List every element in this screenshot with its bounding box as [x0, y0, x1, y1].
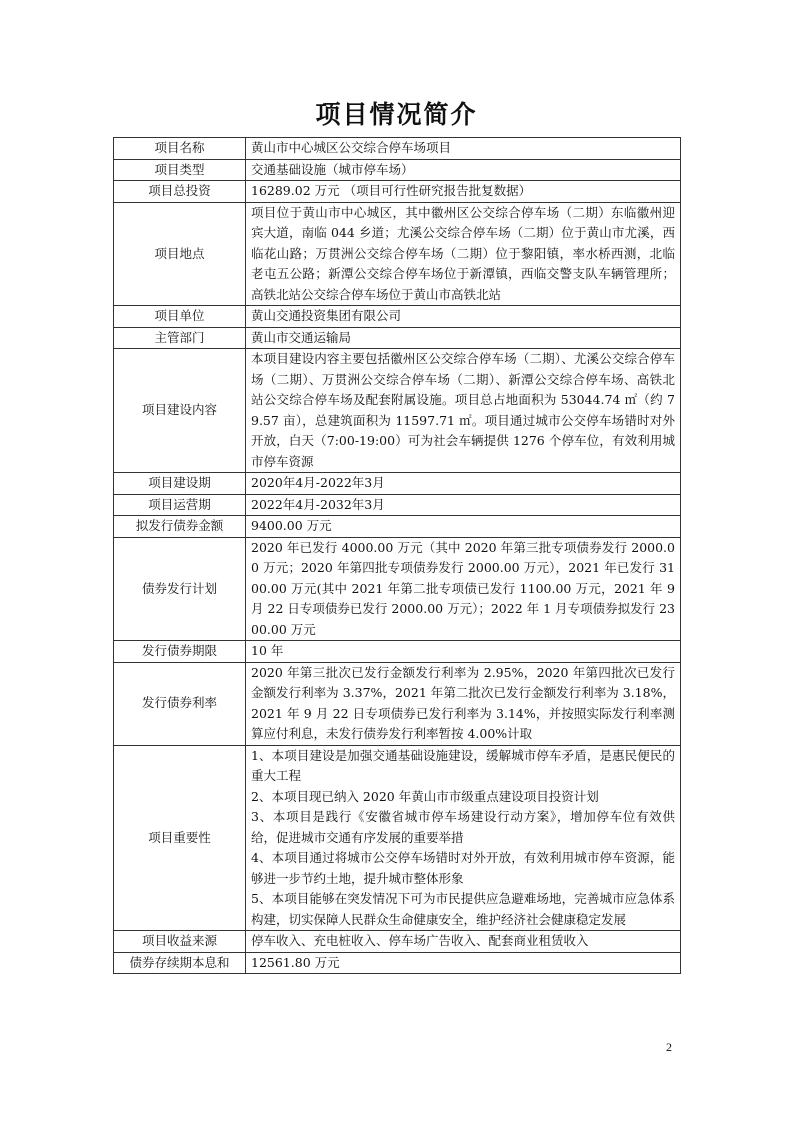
row-value — [246, 473, 681, 495]
table-row — [114, 662, 681, 745]
value-paragraph: 10 年 — [251, 643, 284, 658]
value-paragraph: 16289.02 万元 （项目可行性研究报告批复数据） — [251, 183, 532, 198]
row-value — [246, 306, 681, 328]
table-row — [114, 641, 681, 663]
table-row — [114, 952, 681, 974]
row-value — [246, 516, 681, 538]
table-row — [114, 931, 681, 953]
row-value — [246, 202, 681, 306]
project-info-table — [113, 137, 681, 974]
row-value — [246, 745, 681, 931]
page-title: 项目情况简介 — [315, 100, 478, 129]
table-row — [114, 473, 681, 495]
value-paragraph: 项目位于黄山市中心城区，其中徽州区公交综合停车场（二期）东临徽州迎宾大道，南临 044 乡道；尤溪公交综合停车场（二期）位于黄山市尤溪，西临花山路；万贯洲公交综合停车场（二期）位于黎阳镇，率水桥西测，北临老屯五公路；新潭公交综合停车场位于新潭镇，西临交警支队车辆管理所；高铁北站公交综合停车场位于黄山市高铁北站 — [251, 204, 675, 302]
row-value — [246, 641, 681, 663]
row-label: 发行债券利率 — [114, 662, 246, 745]
value-paragraph: 2、本项目现已纳入 2020 年黄山市市级重点建设项目投资计划 — [251, 788, 599, 804]
value-paragraph: 12561.80 万元 — [251, 954, 340, 970]
value-paragraph: 4、本项目通过将城市公交停车场错时对外开放，有效利用城市停车资源，能够进一步节约土地，提升城市整体形象 — [251, 850, 675, 886]
value-paragraph: 5、本项目能够在突发情况下可为市民提供应急避难场地，完善城市应急体系构建，切实保障人民群众生命健康安全，维护经济社会健康稳定发展 — [251, 891, 675, 927]
row-label: 拟发行债券金额 — [114, 516, 246, 538]
table-row — [114, 494, 681, 516]
row-value — [246, 138, 681, 160]
value-paragraph: 1、本项目建设是加强交通基础设施建设，缓解城市停车矛盾，是惠民便民的重大工程 — [251, 747, 675, 783]
table-row — [114, 537, 681, 641]
value-paragraph: 2022年4月-2032年3月 — [251, 496, 385, 512]
row-label: 主管部门 — [114, 327, 246, 349]
table-row — [114, 202, 681, 306]
value-paragraph: 2020 年已发行 4000.00 万元（其中 2020 年第三批专项债券发行 2000.00 万元；2020 年第四批专项债券发行 2000.00 万元），2021 年已发行 3100.00 万元(其中 2021 年第二批专项债已发行 1100.00 万元，2021 年 9 月 22 日专项债券已发行 2000.00 万元）；2022 年 1 月专项债券拟发行 2300.00 万元 — [251, 539, 675, 637]
row-label: 债券存续期本息和 — [114, 952, 246, 974]
row-label: 项目名称 — [114, 138, 246, 160]
row-value — [246, 662, 681, 745]
table-row — [114, 516, 681, 538]
table-row — [114, 306, 681, 328]
row-value — [246, 494, 681, 516]
row-label: 项目单位 — [114, 306, 246, 328]
table-row — [114, 349, 681, 473]
value-paragraph: 2020年4月-2022年3月 — [251, 475, 385, 490]
table-row — [114, 159, 681, 181]
row-label: 项目类型 — [114, 159, 246, 181]
row-label: 发行债券期限 — [114, 641, 246, 663]
value-paragraph: 交通基础设施（城市停车场） — [251, 161, 414, 177]
table-row — [114, 745, 681, 931]
value-paragraph: 停车收入、充电桩收入、停车场广告收入、配套商业租赁收入 — [251, 933, 589, 948]
row-label: 项目地点 — [114, 202, 246, 306]
row-value — [246, 159, 681, 181]
row-label: 债券发行计划 — [114, 537, 246, 641]
value-paragraph: 本项目建设内容主要包括徽州区公交综合停车场（二期）、尤溪公交综合停车场（二期）、万贯洲公交综合停车场（二期）、新潭公交综合停车场、高铁北站公交综合停车场及配套附属设施。项目总占地面积为 53044.74 ㎡（约 79.57 亩），总建筑面积为 11597.71 ㎡。项目通过城市公交停车场错时对外开放，白天（7:00-19:00）可为社会车辆提供 1276 个停车位，有效利用城市停车资源 — [251, 351, 675, 469]
row-label: 项目建设内容 — [114, 349, 246, 473]
row-value — [246, 537, 681, 641]
value-paragraph: 黄山市交通运输局 — [251, 329, 352, 345]
value-paragraph: 黄山交通投资集团有限公司 — [251, 308, 402, 323]
row-value — [246, 931, 681, 953]
row-value — [246, 952, 681, 974]
row-value — [246, 181, 681, 203]
table-row — [114, 138, 681, 160]
row-label: 项目总投资 — [114, 181, 246, 203]
value-paragraph: 9400.00 万元 — [251, 518, 332, 533]
row-label: 项目重要性 — [114, 745, 246, 931]
page-number: 2 — [666, 1040, 672, 1054]
table-row — [114, 327, 681, 349]
row-value — [246, 327, 681, 349]
row-label: 项目运营期 — [114, 494, 246, 516]
row-value — [246, 349, 681, 473]
value-paragraph: 3、本项目是践行《安徽省城市停车场建设行动方案》，增加停车位有效供给，促进城市交通有序发展的重要举措 — [251, 809, 675, 845]
value-paragraph: 2020 年第三批次已发行金额发行利率为 2.95%，2020 年第四批次已发行金额发行利率为 3.37%，2021 年第二批次已发行金额发行利率为 3.18%，2021 年 9 月 22 日专项债券已发行利率为 3.14%，并按照实际发行利率测算应付利息，未发行债券发行利率暂按 4.00%计取 — [251, 664, 675, 741]
row-label: 项目收益来源 — [114, 931, 246, 953]
value-paragraph: 黄山市中心城区公交综合停车场项目 — [251, 140, 452, 155]
table-row — [114, 181, 681, 203]
row-label: 项目建设期 — [114, 473, 246, 495]
